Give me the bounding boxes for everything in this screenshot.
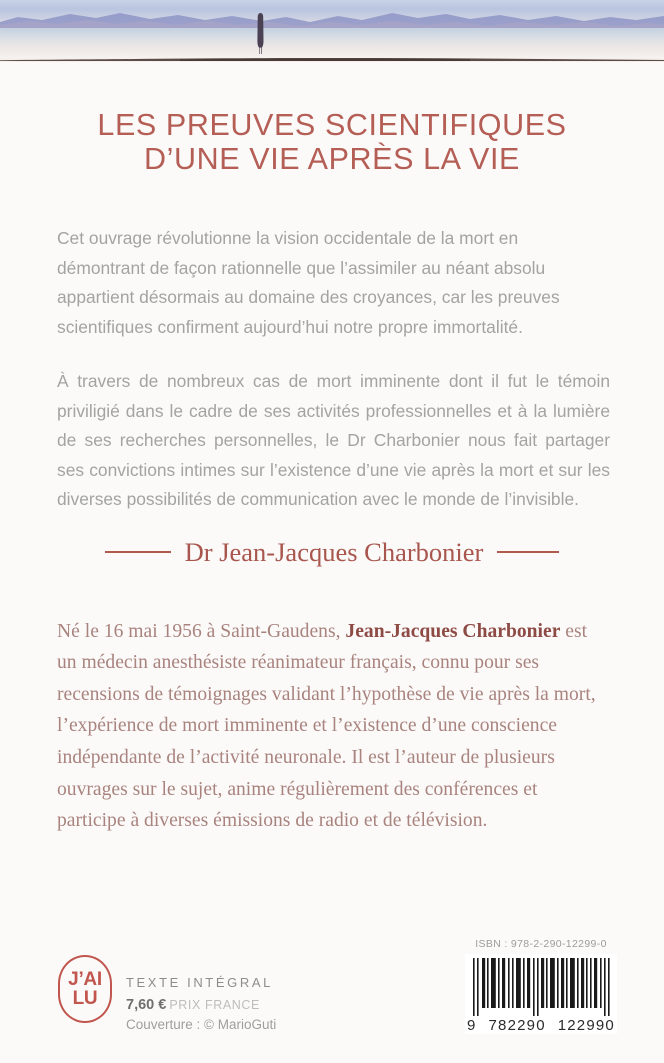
- author-name: Dr Jean-Jacques Charbonier: [184, 537, 484, 567]
- jai-lu-logo: [58, 955, 112, 1023]
- photo-mountain-range: [0, 8, 664, 30]
- price-row: [126, 995, 276, 1015]
- barcode-block: [465, 938, 617, 1034]
- price-value: 7,60 €: [126, 997, 167, 1013]
- photo-figure-silhouette: [256, 13, 265, 58]
- barcode-digits: [465, 1017, 617, 1034]
- isbn-label: ISBN : 978-2-290-12299-0: [475, 938, 607, 950]
- cover-credit: Couverture : © MarioGuti: [126, 1017, 277, 1032]
- imprint-details: [126, 955, 276, 1034]
- barcode-digit-group-2: 122990: [557, 1017, 615, 1034]
- book-title-line-1: LES PREUVES SCIENTIFIQUES: [97, 108, 567, 142]
- photo-shoreline: [0, 57, 664, 61]
- bio-text-after-name: est un médecin anesthésiste réanimateur français, connu pour ses recensions de témoignages validant l’hypothèse de vie après la mort, l’expérience de mort imminente et l’existence d’une conscience indépendante de l’activité neuronale. Il est l’auteur de plusieurs ouvrages sur le sujet, anime régulièrement des conférences et participe à diverses émissions de radio et de télévision.: [57, 620, 596, 832]
- bio-author-name-highlight: Jean-Jacques Charbonier: [345, 620, 561, 642]
- book-title-line-2: D’UNE VIE APRÈS LA VIE: [144, 142, 520, 176]
- collection-label: TEXTE INTÉGRAL: [126, 975, 273, 990]
- photo-water: [0, 28, 664, 58]
- jai-lu-logo-line-1: J’AI: [68, 969, 102, 990]
- barcode-digit-left: 9: [467, 1017, 477, 1034]
- barcode-digit-group-1: 782290: [488, 1017, 546, 1034]
- author-byline: [55, 534, 609, 570]
- blurb-paragraph-2: À travers de nombreux cas de mort imminente dont il fut le témoin priviligié dans le cadre de ses activités professionnelles et à la lumière de ses recherches personnelles, le Dr Charbonier nous fait partager ses convictions intimes sur l’existence d’une vie après la mort et sur les diverses possibilités de communication avec le monde de l’invisible.: [57, 371, 610, 510]
- blurb-paragraph-1: Cet ouvrage révolutionne la vision occidentale de la mort en démontrant de façon rationnelle que l’assimiler au néant absolu appartient désormais au domaine des croyances, car les preuves scientifiques confirment aujourd’hui notre propre immortalité.: [57, 228, 560, 337]
- barcode-image: [465, 954, 617, 1034]
- jai-lu-logo-line-2: LU: [72, 988, 98, 1009]
- book-title: [0, 108, 664, 176]
- author-biography: [57, 616, 609, 837]
- bio-text-before-name: Né le 16 mai 1956 à Saint-Gaudens,: [57, 620, 346, 642]
- divider-rule-left: [105, 551, 171, 553]
- publisher-imprint-block: [58, 955, 276, 1034]
- cover-photo-band: [0, 0, 664, 62]
- divider-rule-right: [497, 551, 559, 553]
- price-region-label: PRIX FRANCE: [169, 998, 260, 1012]
- barcode-bars: [465, 956, 617, 1018]
